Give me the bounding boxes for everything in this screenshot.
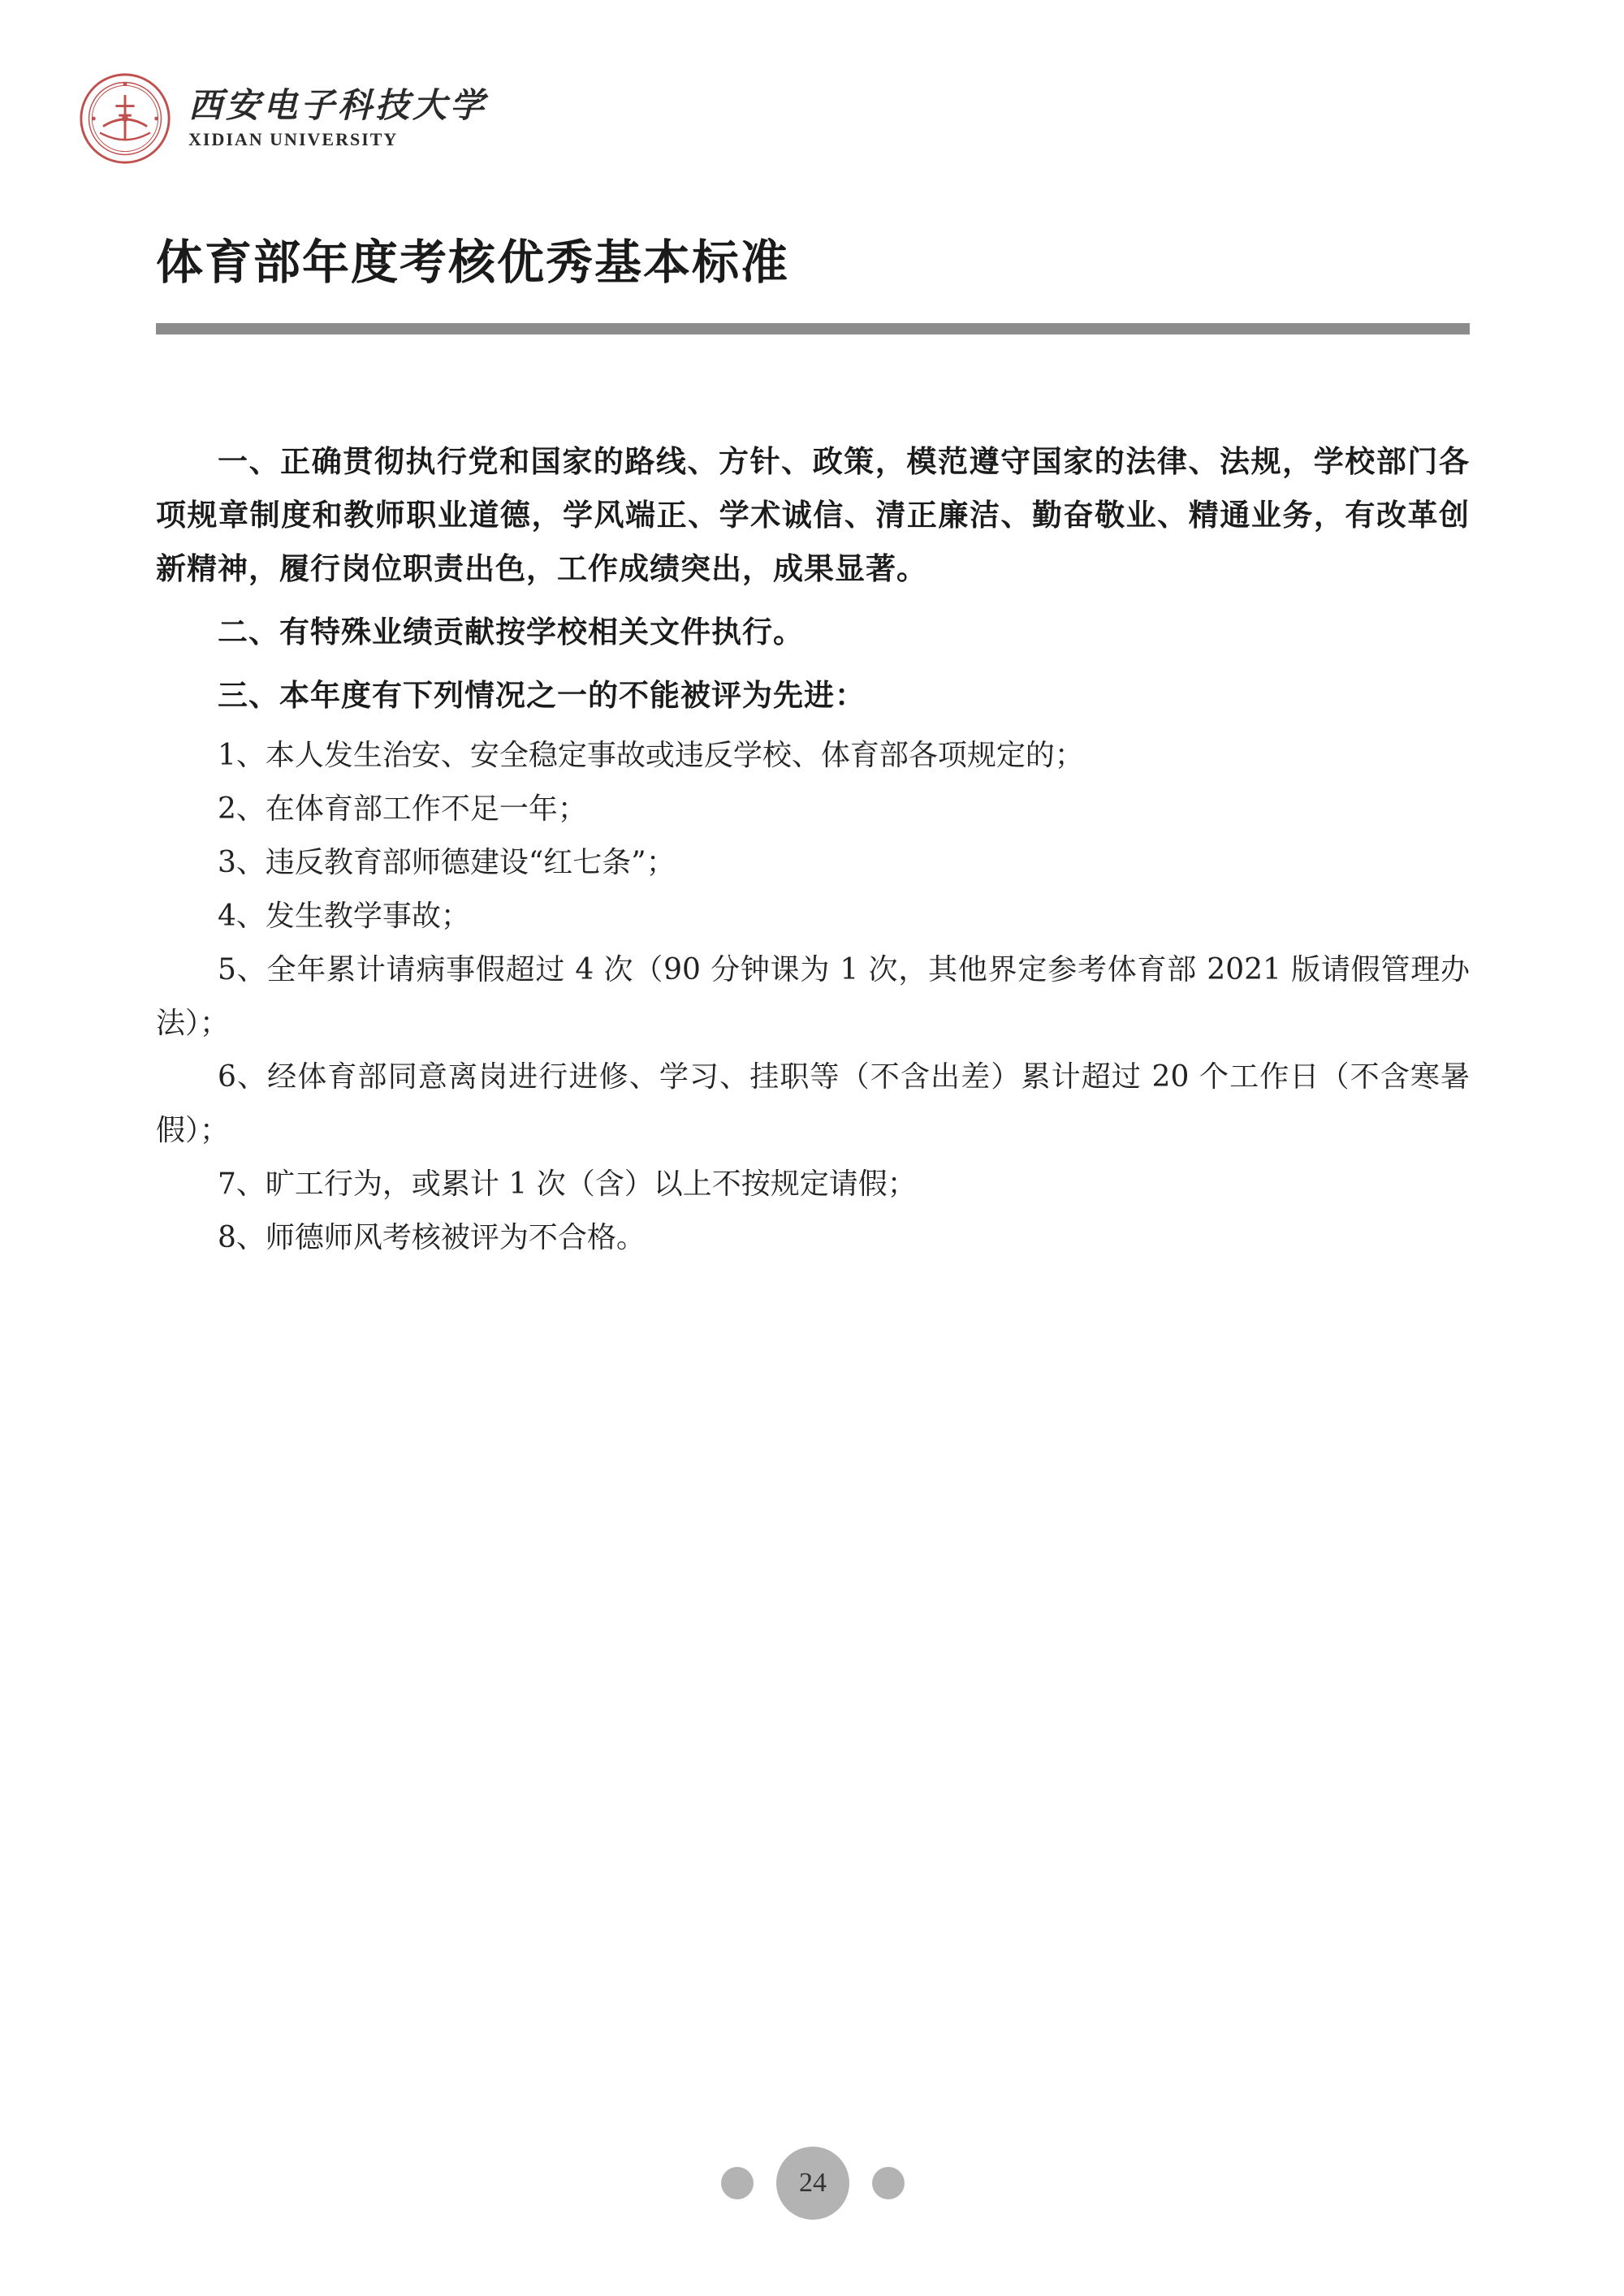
section-2: 二、有特殊业绩贡献按学校相关文件执行。 — [218, 615, 804, 650]
university-seal-icon — [78, 71, 172, 166]
section-3: 三、本年度有下列情况之一的不能被评为先进： — [218, 678, 866, 713]
list-item-4: 4、发生教学事故； — [218, 900, 470, 933]
list-item-1: 1、本人发生治安、安全稳定事故或违反学校、体育部各项规定的； — [218, 739, 1084, 772]
list-item-5: 5、全年累计请病事假超过 4 次（90 分钟课为 1 次，其他界定参考体育部 2021 版请假管理办法）； — [156, 953, 1470, 1040]
footer-dot-right — [872, 2167, 905, 2199]
page-number: 24 — [776, 2147, 849, 2220]
exclusion-list — [156, 729, 1470, 1265]
list-item-8: 8、师德师风考核被评为不合格。 — [218, 1221, 646, 1254]
university-logo — [78, 71, 487, 166]
document-body — [156, 435, 1470, 1265]
university-name-cn: 西安电子科技大学 — [188, 84, 488, 125]
list-item-3: 3、违反教育部师德建设“红七条”； — [218, 846, 676, 879]
page-footer — [0, 2147, 1624, 2220]
page-title: 体育部年度考核优秀基本标准 — [156, 235, 790, 290]
title-divider — [156, 323, 1470, 334]
university-name-en: XIDIAN UNIVERSITY — [188, 129, 399, 150]
footer-dot-left — [721, 2167, 754, 2199]
list-item-7: 7、旷工行为，或累计 1 次（含）以上不按规定请假； — [218, 1167, 917, 1201]
logo-text — [188, 84, 488, 150]
section-1: 一、正确贯彻执行党和国家的路线、方针、政策，模范遵守国家的法律、法规，学校部门各项规章制度和教师职业道德，学风端正、学术诚信、清正廉洁、勤奋敬业、精通业务，有改革创新精神，履行岗位职责出色，工作成绩突出，成果显著。 — [156, 444, 1470, 586]
list-item-2: 2、在体育部工作不足一年； — [218, 792, 587, 826]
list-item-6: 6、经体育部同意离岗进行进修、学习、挂职等（不含出差）累计超过 20 个工作日（不含寒暑假）； — [156, 1060, 1470, 1147]
